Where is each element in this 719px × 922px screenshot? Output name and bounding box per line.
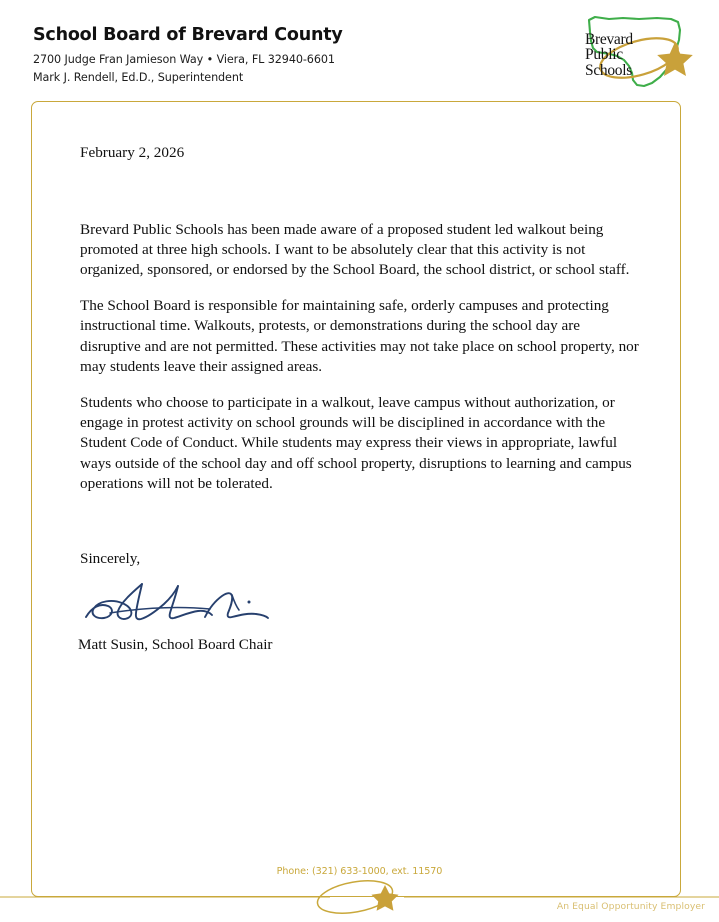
letter-paragraph-2: The School Board is responsible for maintaining safe, orderly campuses and protecting instructional time. Walkouts, protests, or demonstrations during the school day are disruptive and are not permitted. These activities may not take place on school property, nor may students leave their assigned areas.: [80, 297, 639, 375]
footer-phone: Phone: (321) 633-1000, ext. 11570: [276, 866, 443, 877]
letter-date: February 2, 2026: [80, 144, 185, 161]
logo-wordmark: [585, 32, 633, 78]
letter-body: [80, 101, 642, 656]
organization-name: School Board of Brevard County: [33, 25, 343, 45]
letter-closing: Sincerely,: [80, 550, 141, 568]
signer-name: Matt Susin, School Board Chair: [78, 636, 273, 654]
superintendent-name: Mark J. Rendell, Ed.D., Superintendent: [33, 70, 244, 84]
gold-star-icon: [657, 42, 693, 76]
logo-wordmark-line-3: Schools: [585, 61, 632, 79]
letter-paragraph-1: Brevard Public Schools has been made aware of a proposed student led walkout being promoted at three high schools. I want to be absolutely clear that this activity is not organized, sponsored, or endorsed by the School Board, the school district, or school staff.: [80, 220, 630, 278]
letterhead: [0, 0, 719, 100]
logo-wordmark-line-1: Brevard: [585, 31, 633, 48]
organization-address: 2700 Judge Fran Jamieson Way • Viera, FL 32940-6601: [33, 53, 335, 67]
letter-paragraph-3: Students who choose to participate in a walkout, leave campus without authorization, or engage in protest activity on school grounds will be disciplined in accordance with the Student Code of Conduct. While students may express their views in appropriate, lawful ways outside of the school day and off school property, disruptions to learning and campus operations will not be tolerated.: [80, 394, 632, 492]
handwritten-signature-icon: [82, 573, 282, 629]
letterhead-text-block: [33, 26, 343, 86]
equal-opportunity-employer-notice: An Equal Opportunity Employer: [556, 901, 705, 912]
logo-wordmark-line-2: Public: [585, 46, 623, 64]
brevard-public-schools-logo: [579, 8, 703, 96]
